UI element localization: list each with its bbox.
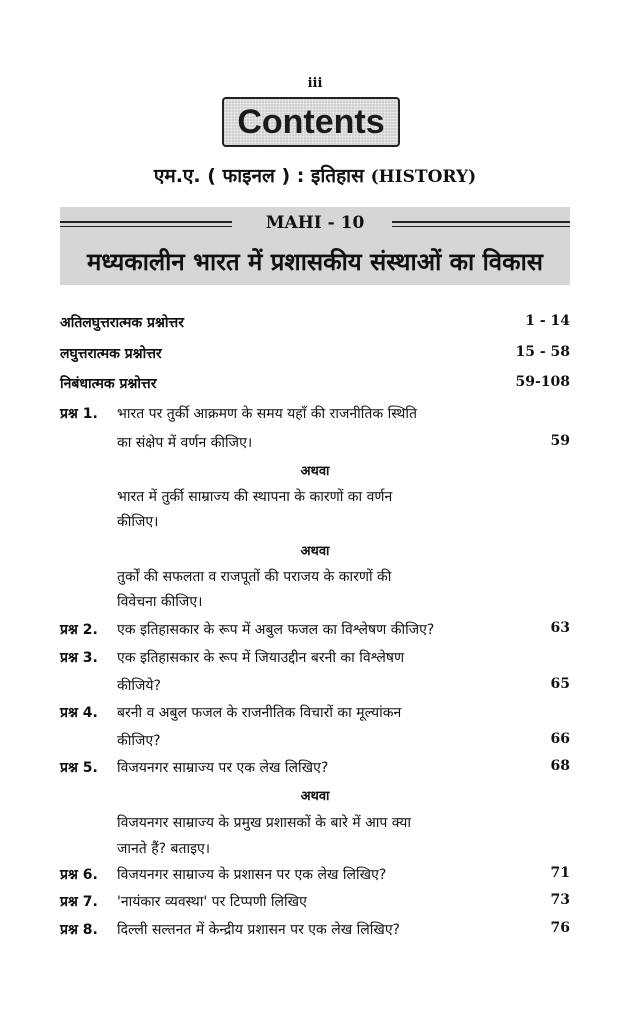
alternative-text[interactable]: विजयनगर साम्राज्य के प्रमुख प्रशासकों के बारे में आप क्या [117, 815, 412, 831]
section-title[interactable]: लघुत्तरात्मक प्रश्नोत्तर [60, 346, 162, 362]
alternative-text[interactable]: विवेचना कीजिए। [117, 594, 203, 610]
question-page: 59 [550, 433, 570, 449]
course-banner [60, 207, 570, 285]
section-pages: 1 - 14 [525, 313, 570, 329]
section-pages: 59-108 [515, 374, 570, 390]
question-label: प्रश्न 1. [60, 406, 98, 422]
subtitle-english: (HISTORY) [370, 167, 477, 187]
question-text[interactable]: विजयनगर साम्राज्य के प्रशासन पर एक लेख लिखिए? [117, 867, 387, 883]
question-text[interactable]: बरनी व अबुल फजल के राजनीतिक विचारों का मूल्यांकन [117, 705, 402, 721]
alternative-text[interactable]: जानते हैं? बताइए। [117, 841, 211, 857]
section-title[interactable]: अतिलघुत्तरात्मक प्रश्नोत्तर [60, 315, 184, 331]
question-text[interactable]: कीजिए? [117, 733, 161, 749]
or-label: अथवा [300, 789, 330, 804]
question-page: 73 [550, 892, 570, 908]
question-page: 76 [550, 920, 570, 936]
question-text[interactable]: भारत पर तुर्की आक्रमण के समय यहाँ की राजनीतिक स्थिति [117, 406, 417, 422]
alternative-text[interactable]: तुर्कों की सफलता व राजपूतों की पराजय के कारणों की [117, 569, 392, 585]
question-label: प्रश्न 5. [60, 760, 98, 776]
alternative-text[interactable]: कीजिए। [117, 514, 159, 530]
question-label: प्रश्न 4. [60, 705, 98, 721]
or-label: अथवा [300, 544, 330, 559]
question-page: 63 [550, 620, 570, 636]
question-text[interactable]: का संक्षेप में वर्णन कीजिए। [117, 435, 253, 451]
question-text[interactable]: विजयनगर साम्राज्य पर एक लेख लिखिए? [117, 760, 329, 776]
section-title[interactable]: निबंधात्मक प्रश्नोत्तर [60, 376, 157, 392]
course-subtitle [0, 162, 630, 188]
question-page: 66 [550, 731, 570, 747]
page-number: iii [307, 76, 323, 91]
question-text[interactable]: एक इतिहासकार के रूप में अबुल फजल का विश्लेषण कीजिए? [117, 622, 435, 638]
question-page: 71 [550, 865, 570, 881]
question-text[interactable]: 'नायंकार व्यवस्था' पर टिप्पणी लिखिए [117, 894, 307, 910]
question-page: 68 [550, 758, 570, 774]
question-text[interactable]: एक इतिहासकार के रूप में जियाउद्दीन बरनी का विश्लेषण [117, 650, 405, 666]
question-label: प्रश्न 6. [60, 867, 98, 883]
question-page: 65 [550, 676, 570, 692]
question-text[interactable]: कीजिये? [117, 678, 161, 694]
question-label: प्रश्न 2. [60, 622, 98, 638]
or-label: अथवा [300, 464, 330, 479]
question-label: प्रश्न 8. [60, 922, 98, 938]
course-title: मध्यकालीन भारत में प्रशासकीय संस्थाओं का विकास [86, 248, 544, 276]
subtitle-hindi: एम.ए. ( फाइनल ) : इतिहास [153, 165, 364, 187]
alternative-text[interactable]: भारत में तुर्की साम्राज्य की स्थापना के कारणों का वर्णन [117, 489, 393, 505]
question-text[interactable]: दिल्ली सल्तनत में केन्द्रीय प्रशासन पर एक लेख लिखिए? [117, 922, 400, 938]
contents-heading: Contents [222, 97, 400, 147]
question-label: प्रश्न 7. [60, 894, 98, 910]
course-code: MAHI - 10 [265, 213, 365, 233]
question-label: प्रश्न 3. [60, 650, 98, 666]
section-pages: 15 - 58 [515, 344, 570, 360]
